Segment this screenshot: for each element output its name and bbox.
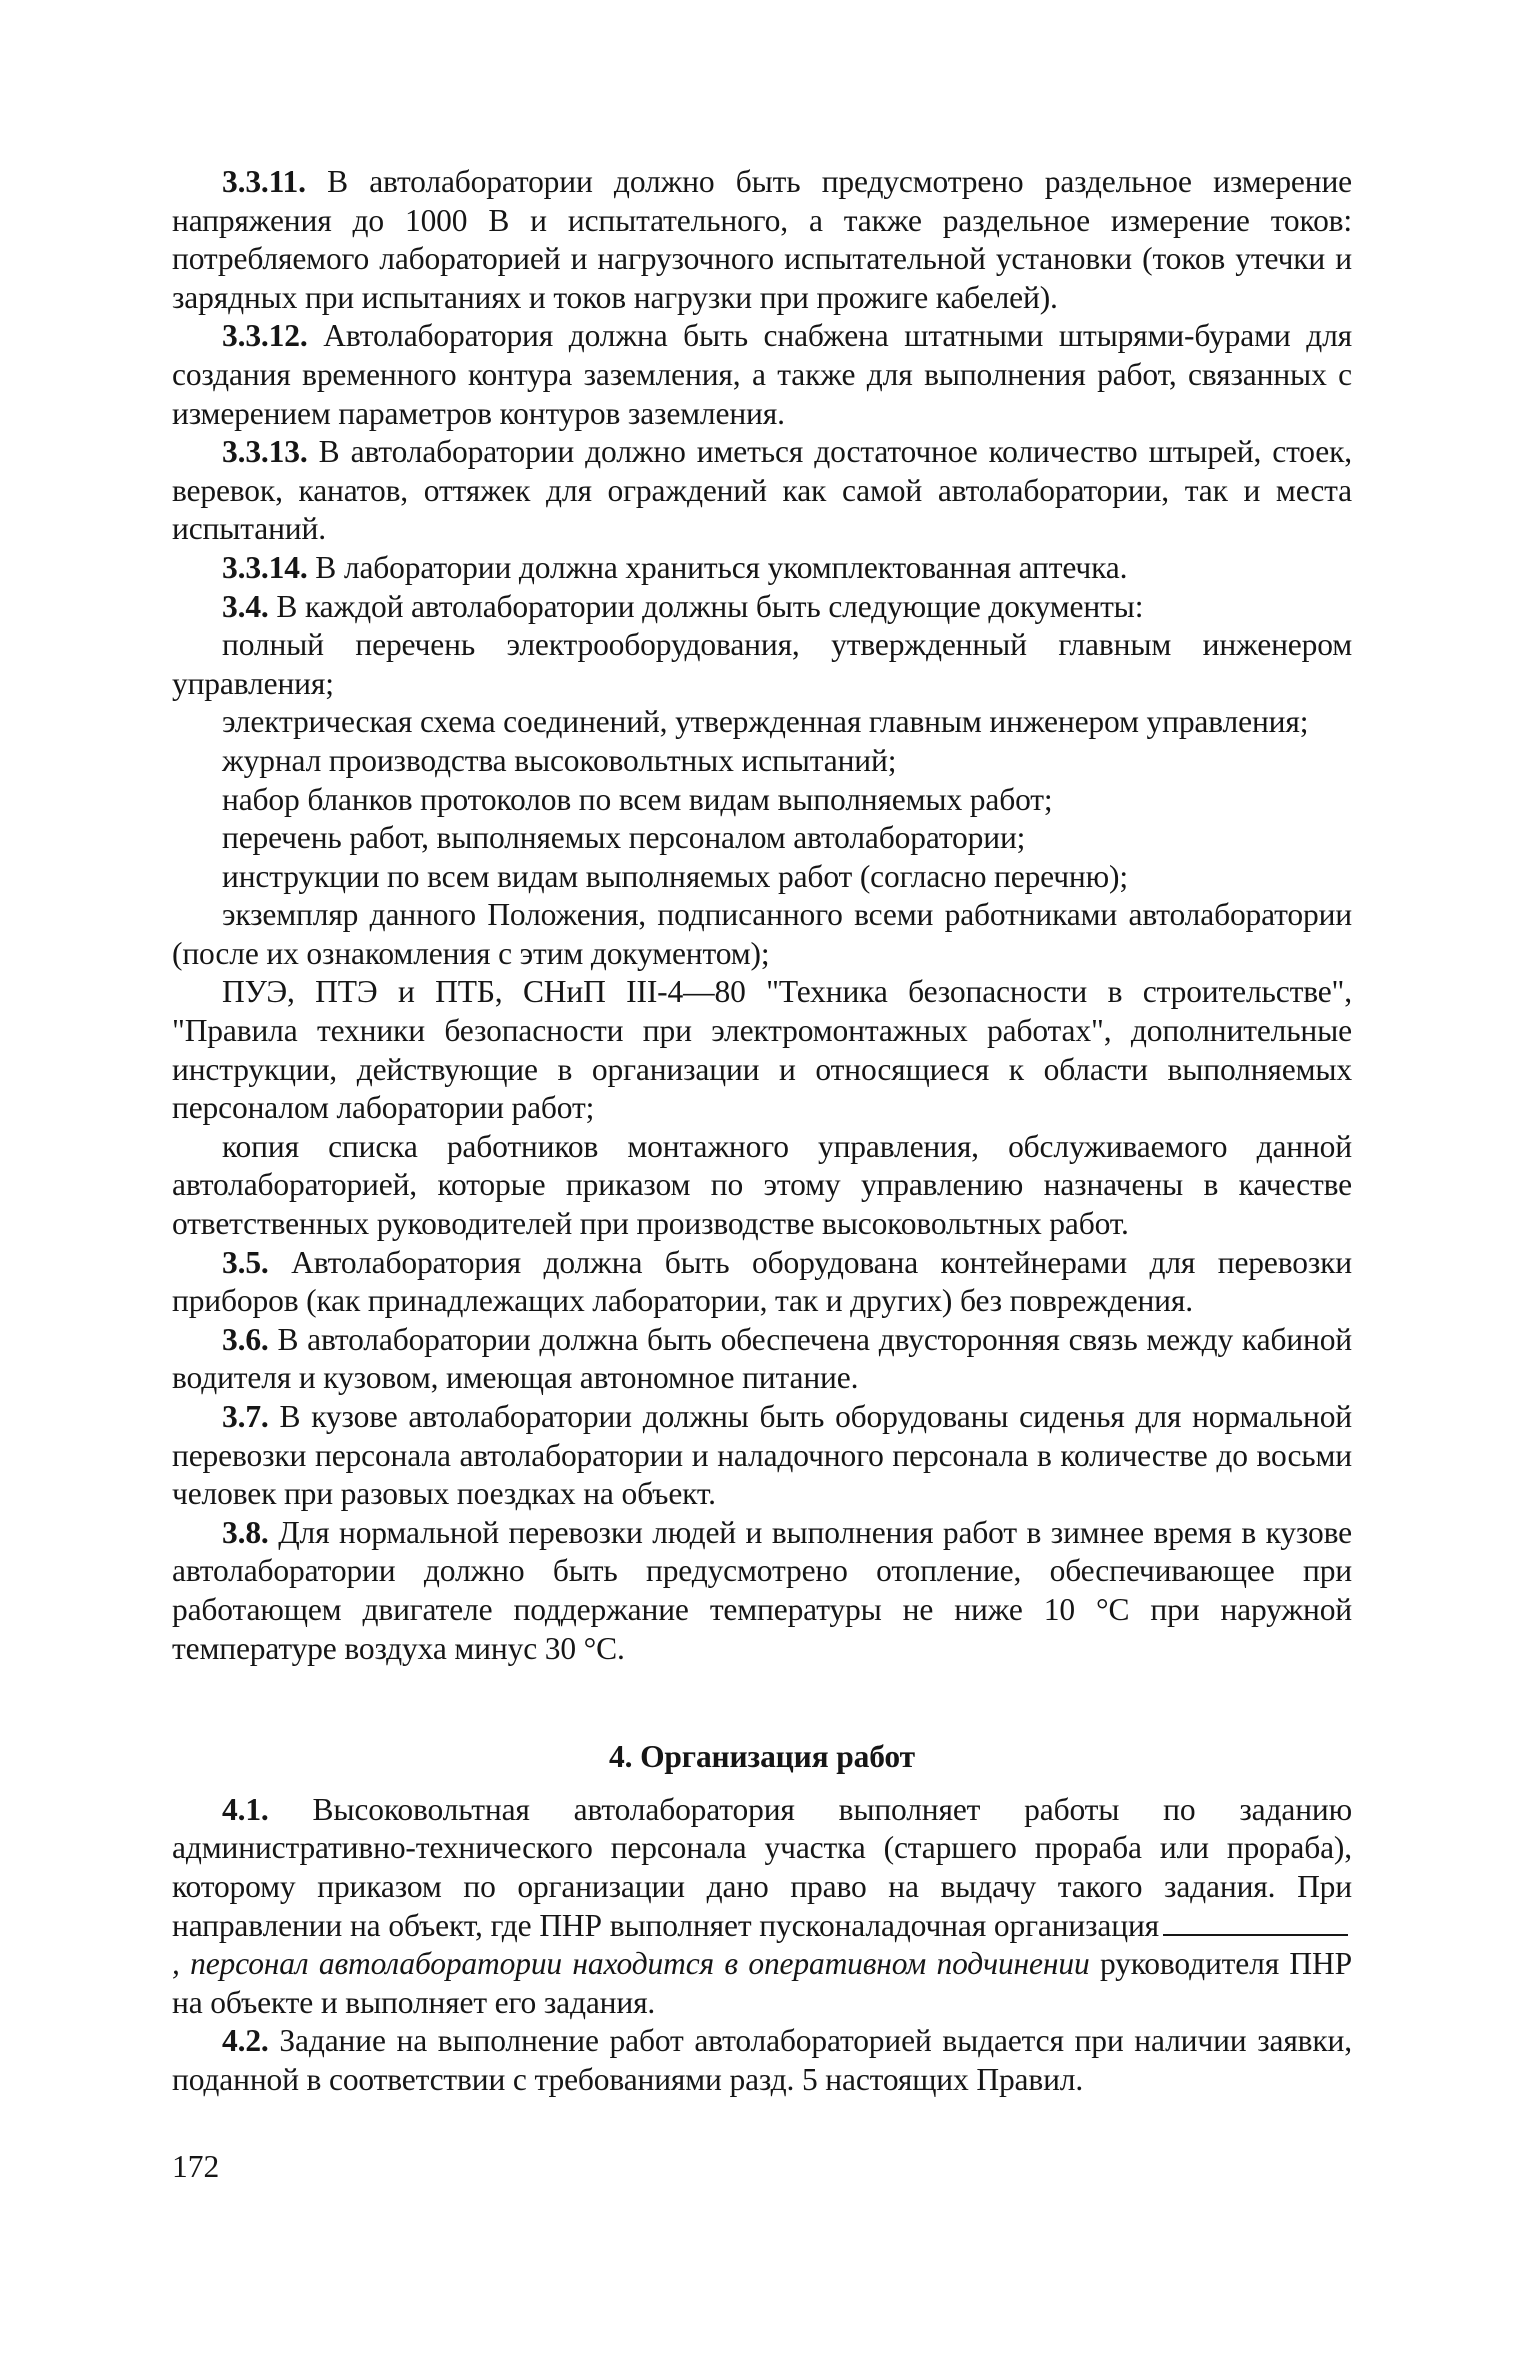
list-item: полный перечень электрооборудования, утвержденный главным инженером управления; (172, 627, 1352, 701)
list-item: журнал производства высоковольтных испытаний; (222, 742, 897, 778)
paragraph-3-3-13 (172, 433, 1352, 549)
page-number: 172 (172, 2149, 220, 2184)
paragraph-text: Автолаборатория должна быть оборудована контейнерами для перевозки приборов (как принадлежащих лаборатории, так и других) без повреждения. (172, 1244, 1352, 1319)
list-item: инструкции по всем видам выполняемых работ (согласно перечню); (222, 858, 1128, 894)
list-item: набор бланков протоколов по всем видам выполняемых работ; (222, 781, 1053, 817)
document-page (172, 163, 1352, 2100)
paragraph-text: В автолаборатории должна быть обеспечена двусторонняя связь между кабиной водителя и кузовом, имеющая автономное питание. (172, 1321, 1352, 1396)
paragraph-number: 3.6. (222, 1321, 269, 1357)
paragraph-number: 3.5. (222, 1244, 269, 1280)
paragraph-3-3-14 (172, 549, 1352, 588)
paragraph-number: 3.7. (222, 1399, 269, 1434)
paragraph-text-italic: , персонал автолаборатории находится в оперативном подчинении (172, 1946, 1090, 1982)
paragraph-3-3-11 (172, 163, 1352, 317)
paragraph-number: 4.1. (222, 1791, 269, 1827)
list-item: электрическая схема соединений, утвержденная главным инженером управления; (222, 704, 1309, 740)
paragraph-3-4 (172, 588, 1352, 627)
section-heading: 4. Организация работ (609, 1739, 915, 1775)
paragraph-3-3-12 (172, 317, 1352, 433)
paragraph-3-8 (172, 1514, 1352, 1668)
paragraph-text: Автолаборатория должна быть снабжена штатными штырями-бурами для создания временного контура заземления, а также для выполнения работ, связанных с измерением параметров контуров заземления. (172, 318, 1352, 431)
paragraph-number: 3.3.11. (222, 164, 306, 199)
list-item: ПУЭ, ПТЭ и ПТБ, СНиП III-4—80 "Техника безопасности в строительстве", "Правила техники безопасности при электромонтажных работах", дополнительные инструкции, действующие в организации и относящиеся к области выполняемых персоналом лаборатории работ; (172, 974, 1352, 1126)
paragraph-text: руководителя ПНР на объекте и выполняет его задания. (172, 1946, 1352, 2020)
paragraph-4-2 (172, 2022, 1352, 2099)
paragraph-text: Задание на выполнение работ автолабораторией выдается при наличии заявки, поданной в соответствии с требованиями разд. 5 настоящих Правил. (172, 2023, 1352, 2097)
paragraph-text: В автолаборатории должно иметься достаточное количество штырей, стоек, веревок, канатов, оттяжек для ограждений как самой автолаборатории, так и места испытаний. (172, 434, 1352, 547)
paragraph-text: В автолаборатории должно быть предусмотрено раздельное измерение напряжения до 1000 В и испытательного, а также раздельное измерение токов: потребляемого лабораторией и нагрузочного испытательной установки (токов утечки и зарядных при испытаниях и токов нагрузки при прожиге кабелей). (172, 164, 1352, 315)
blank-line (1163, 1912, 1348, 1936)
list-item: экземпляр данного Положения, подписанного всеми работниками автолаборатории (после их ознакомления с этим документом); (172, 897, 1352, 971)
paragraph-text: В кузове автолаборатории должны быть оборудованы сиденья для нормальной перевозки персонала автолаборатории и наладочного персонала в количестве до восьми человек при разовых поездках на объект. (172, 1399, 1352, 1512)
paragraph-text: В каждой автолаборатории должны быть следующие документы: (268, 588, 1144, 624)
paragraph-number: 3.3.12. (222, 318, 308, 354)
list-item: копия списка работников монтажного управления, обслуживаемого данной автолабораторией, которые приказом по этому управлению назначены в качестве ответственных руководителей при производстве высоковольтных работ. (172, 1128, 1352, 1242)
paragraph-4-1 (172, 1791, 1352, 2023)
list-item: перечень работ, выполняемых персоналом автолаборатории; (222, 820, 1026, 856)
paragraph-3-7 (172, 1398, 1352, 1514)
paragraph-3-5 (172, 1244, 1352, 1321)
paragraph-text: В лаборатории должна храниться укомплектованная аптечка. (307, 549, 1128, 585)
paragraph-text: Высоковольтная автолаборатория выполняет работы по заданию административно-технического персонала участка (старшего прораба или прораба), которому приказом по организации дано право на выдачу такого задания. При направлении на объект, где ПНР выполняет пусконаладочная организация (172, 1791, 1352, 1943)
paragraph-text: Для нормальной перевозки людей и выполнения работ в зимнее время в кузове автолаборатории должно быть предусмотрено отопление, обеспечивающее при работающем двигателе поддержание температуры не ниже 10 °С при наружной температуре воздуха минус 30 °С. (172, 1514, 1352, 1666)
paragraph-number: 3.4. (222, 588, 269, 624)
paragraph-3-6 (172, 1321, 1352, 1398)
paragraph-number: 3.8. (222, 1514, 269, 1550)
paragraph-number: 3.3.14. (222, 549, 308, 585)
paragraph-number: 4.2. (222, 2023, 269, 2059)
paragraph-number: 3.3.13. (222, 434, 308, 470)
